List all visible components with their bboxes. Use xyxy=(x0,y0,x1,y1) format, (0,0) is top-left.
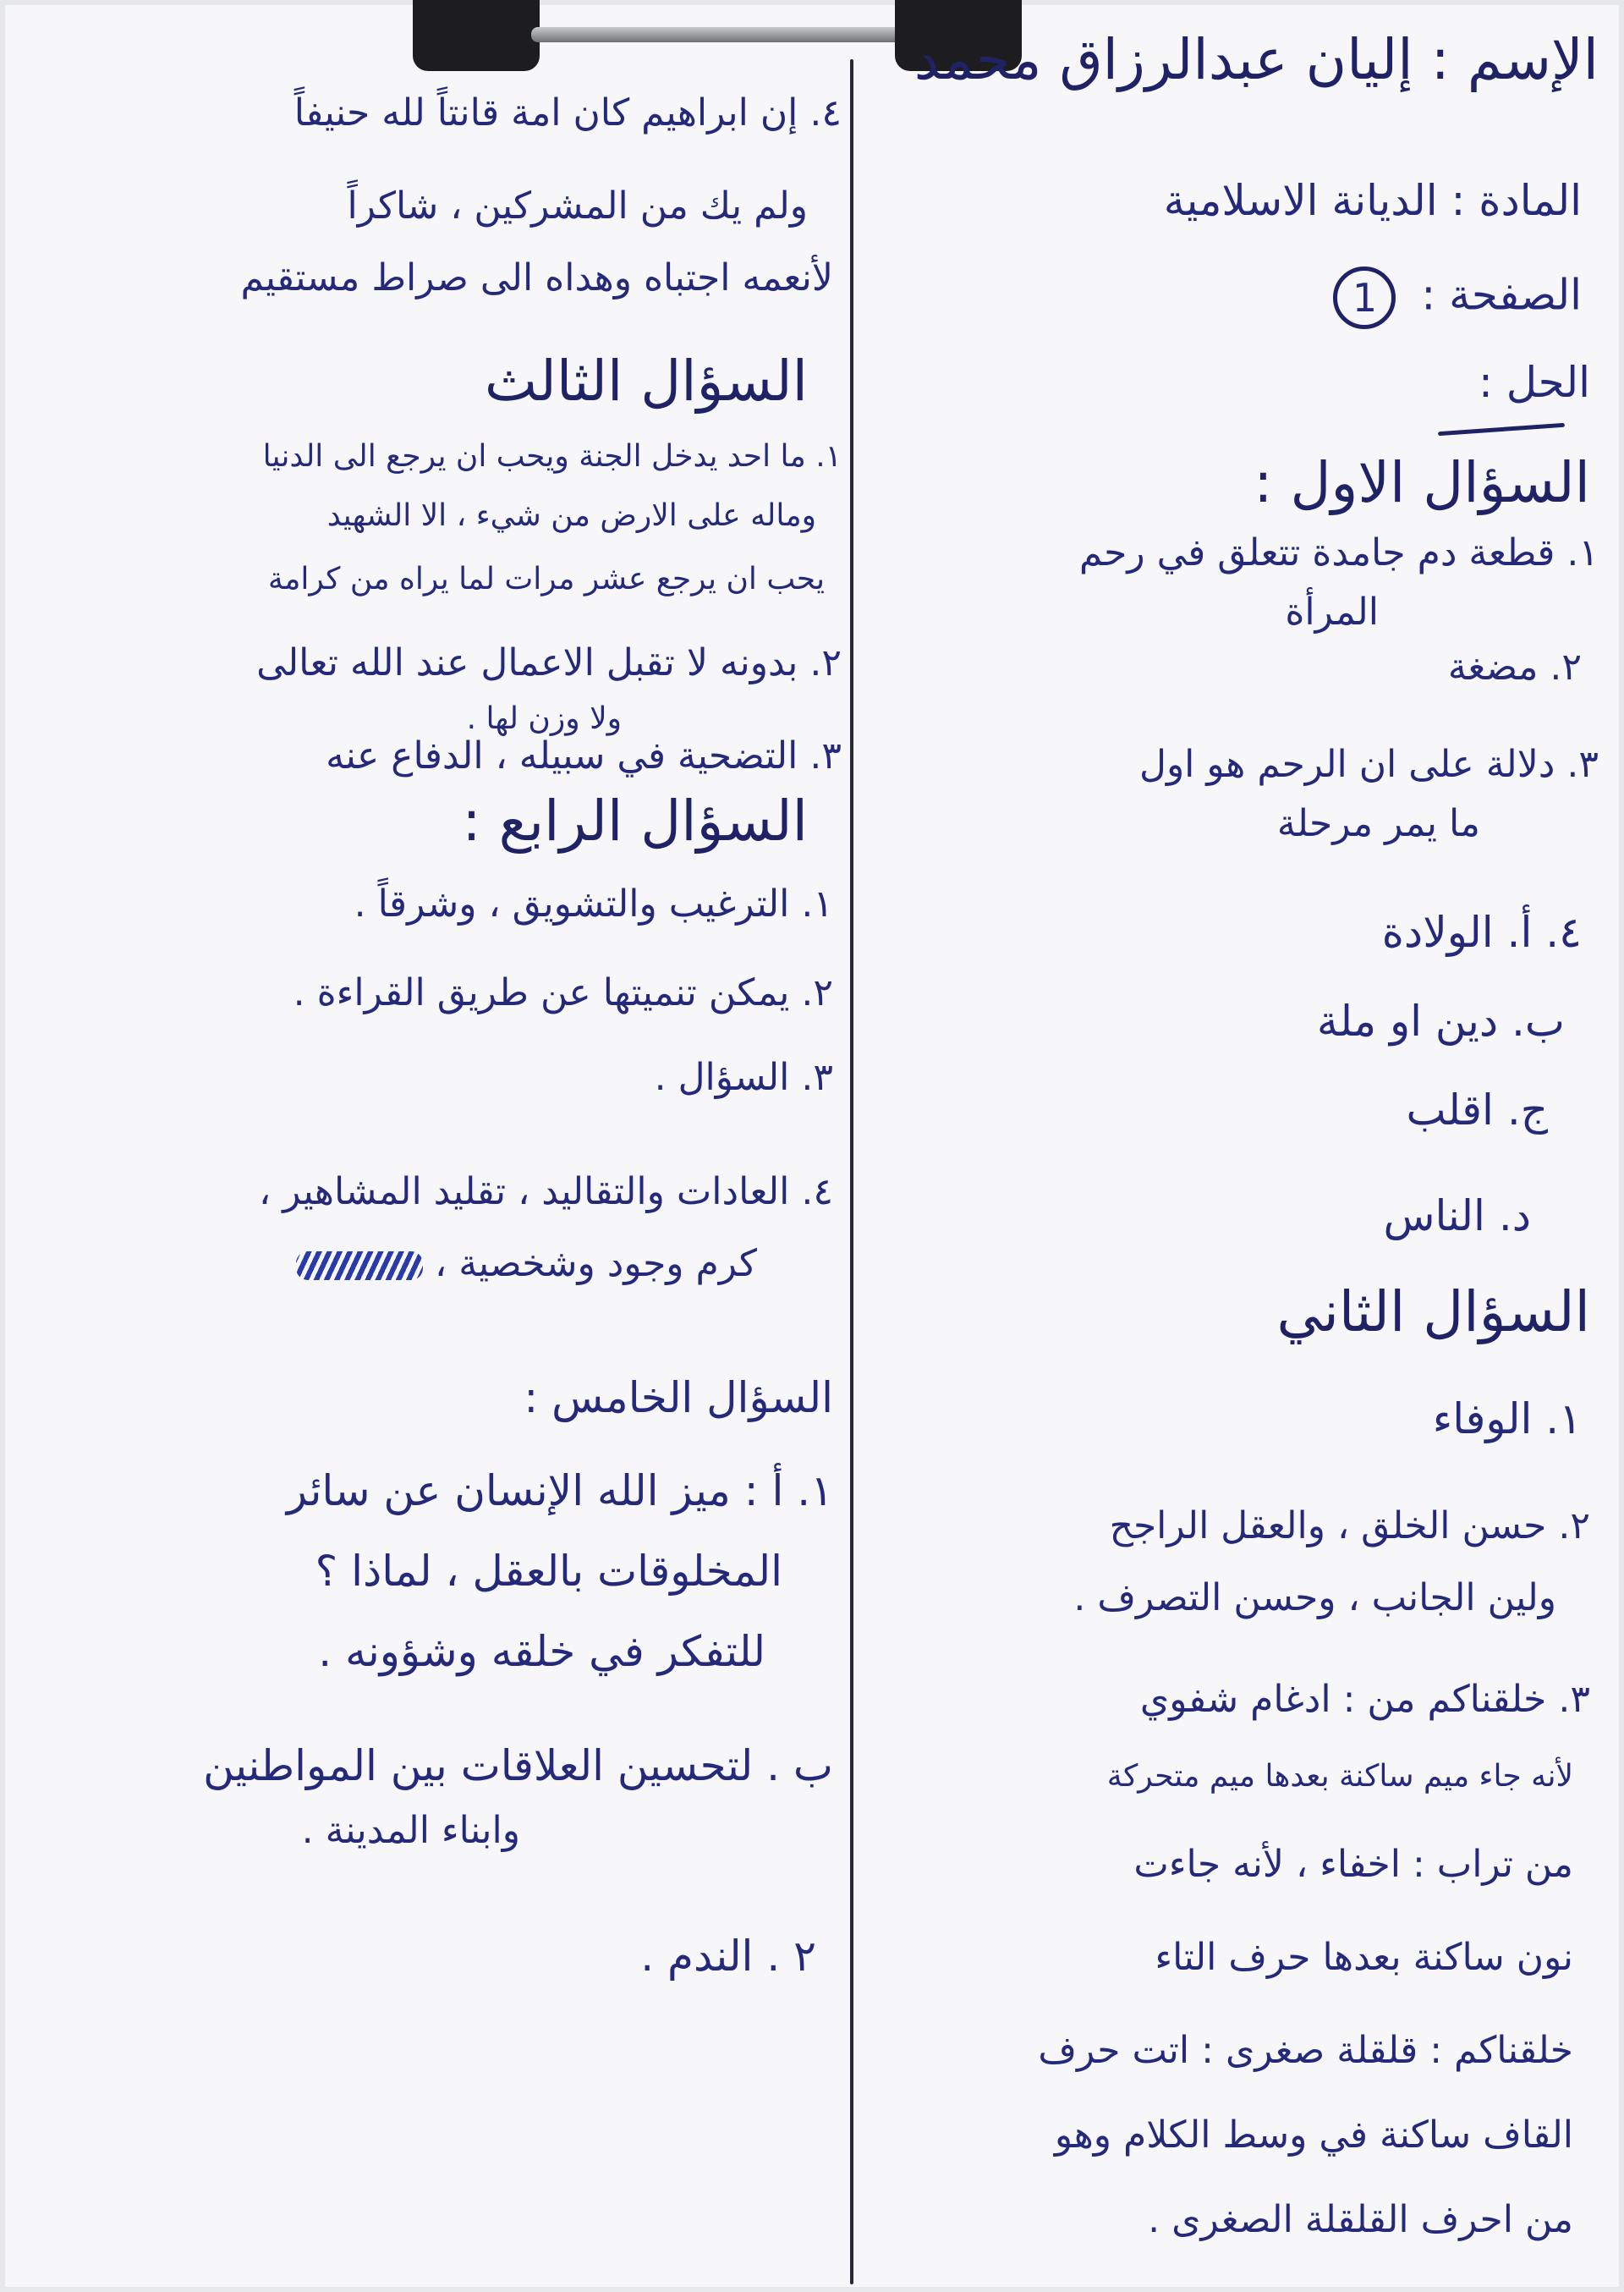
q1-line: ما يمر مرحلة xyxy=(1276,802,1480,845)
student-name: الإسم : إليان عبدالرزاق محمد xyxy=(914,27,1599,92)
solution-label: الحل : xyxy=(1478,358,1590,407)
q3-line: ولا وزن لها . xyxy=(466,701,622,736)
verse-line: ٤. إن ابراهيم كان امة قانتاً لله حنيفاً xyxy=(294,91,842,135)
q2-line: من احرف القلقلة الصغرى . xyxy=(1148,2198,1573,2241)
q2-line: نون ساكنة بعدها حرف التاء xyxy=(1155,1936,1573,1979)
q5-title: السؤال الخامس : xyxy=(524,1373,833,1422)
q2-line: ٢. حسن الخلق ، والعقل الراجح xyxy=(1109,1504,1590,1547)
q3-line: ٢. بدونه لا تقبل الاعمال عند الله تعالى xyxy=(256,641,842,684)
q1-line: ٣. دلالة على ان الرحم هو اول xyxy=(1138,743,1599,786)
column-divider xyxy=(850,59,853,2284)
q2-line: خلقناكم : قلقلة صغرى : اتت حرف xyxy=(1038,2029,1573,2072)
q1-line: د. الناس xyxy=(1383,1191,1531,1240)
q5-line: وابناء المدينة . xyxy=(301,1809,520,1852)
verse-line: لأنعمه اجتباه وهداه الى صراط مستقيم xyxy=(240,256,833,300)
q5-line: المخلوقات بالعقل ، لماذا ؟ xyxy=(315,1547,782,1596)
q4-line-with-scribble xyxy=(288,1244,757,1284)
q5-line: ١. أ : ميز الله الإنسان عن سائر xyxy=(286,1466,833,1515)
underline-stroke xyxy=(1438,423,1565,436)
q2-line: لأنه جاء ميم ساكنة بعدها ميم متحركة xyxy=(1106,1759,1573,1794)
q1-line: ٢. مضغة xyxy=(1447,646,1582,689)
q1-line: المرأة xyxy=(1285,591,1379,634)
q5-line: للتفكر في خلقه وشؤونه . xyxy=(318,1627,765,1676)
q3-line: ١. ما احد يدخل الجنة ويحب ان يرجع الى الدنيا xyxy=(262,439,842,474)
q5-line: ٢ . الندم . xyxy=(640,1932,816,1981)
q4-line: ٢. يمكن تنميتها عن طريق القراءة . xyxy=(293,971,833,1014)
q4-line: ٣. السؤال . xyxy=(654,1056,833,1099)
page-number: 1 xyxy=(1333,267,1396,329)
q2-line: ولين الجانب ، وحسن التصرف . xyxy=(1073,1576,1556,1619)
q1-line: ١. قطعة دم جامدة تتعلق في رحم xyxy=(1078,531,1599,574)
q2-line: ٣. خلقناكم من : ادغام شفوي xyxy=(1139,1678,1590,1721)
q1-line: ج. اقلب xyxy=(1406,1086,1548,1135)
scribble-mark xyxy=(296,1251,423,1280)
q4-title: السؤال الرابع : xyxy=(462,789,808,854)
subject-line: المادة : الديانة الاسلامية xyxy=(1163,176,1582,225)
page-label: الصفحة : xyxy=(1421,270,1582,320)
q1-line: ٤. أ. الولادة xyxy=(1381,908,1582,957)
q4-line: كرم وجود وشخصية ، xyxy=(435,1242,757,1285)
q5-line: ب . لتحسين العلاقات بين المواطنين xyxy=(203,1741,833,1790)
q2-line: القاف ساكنة في وسط الكلام وهو xyxy=(1054,2113,1573,2157)
q3-line: وماله على الارض من شيء ، الا الشهيد xyxy=(326,498,816,533)
page-line xyxy=(1333,267,1582,329)
q3-line: يحب ان يرجع عشر مرات لما يراه من كرامة xyxy=(267,562,825,596)
q1-title: السؤال الاول : xyxy=(1254,450,1590,515)
q2-line: من تراب : اخفاء ، لأنه جاءت xyxy=(1133,1843,1573,1886)
q2-line: ١. الوفاء xyxy=(1432,1394,1582,1443)
q4-line: ٤. العادات والتقاليد ، تقليد المشاهير ، xyxy=(259,1170,833,1213)
q1-line: ب. دين او ملة xyxy=(1316,997,1565,1046)
q3-title: السؤال الثالث xyxy=(484,349,808,414)
q2-title: السؤال الثاني xyxy=(1276,1279,1590,1344)
q4-line: ١. الترغيب والتشويق ، وشرقاً . xyxy=(354,882,833,926)
verse-line: ولم يك من المشركين ، شاكراً xyxy=(347,184,808,228)
q3-line: ٣. التضحية في سبيله ، الدفاع عنه xyxy=(326,734,842,778)
